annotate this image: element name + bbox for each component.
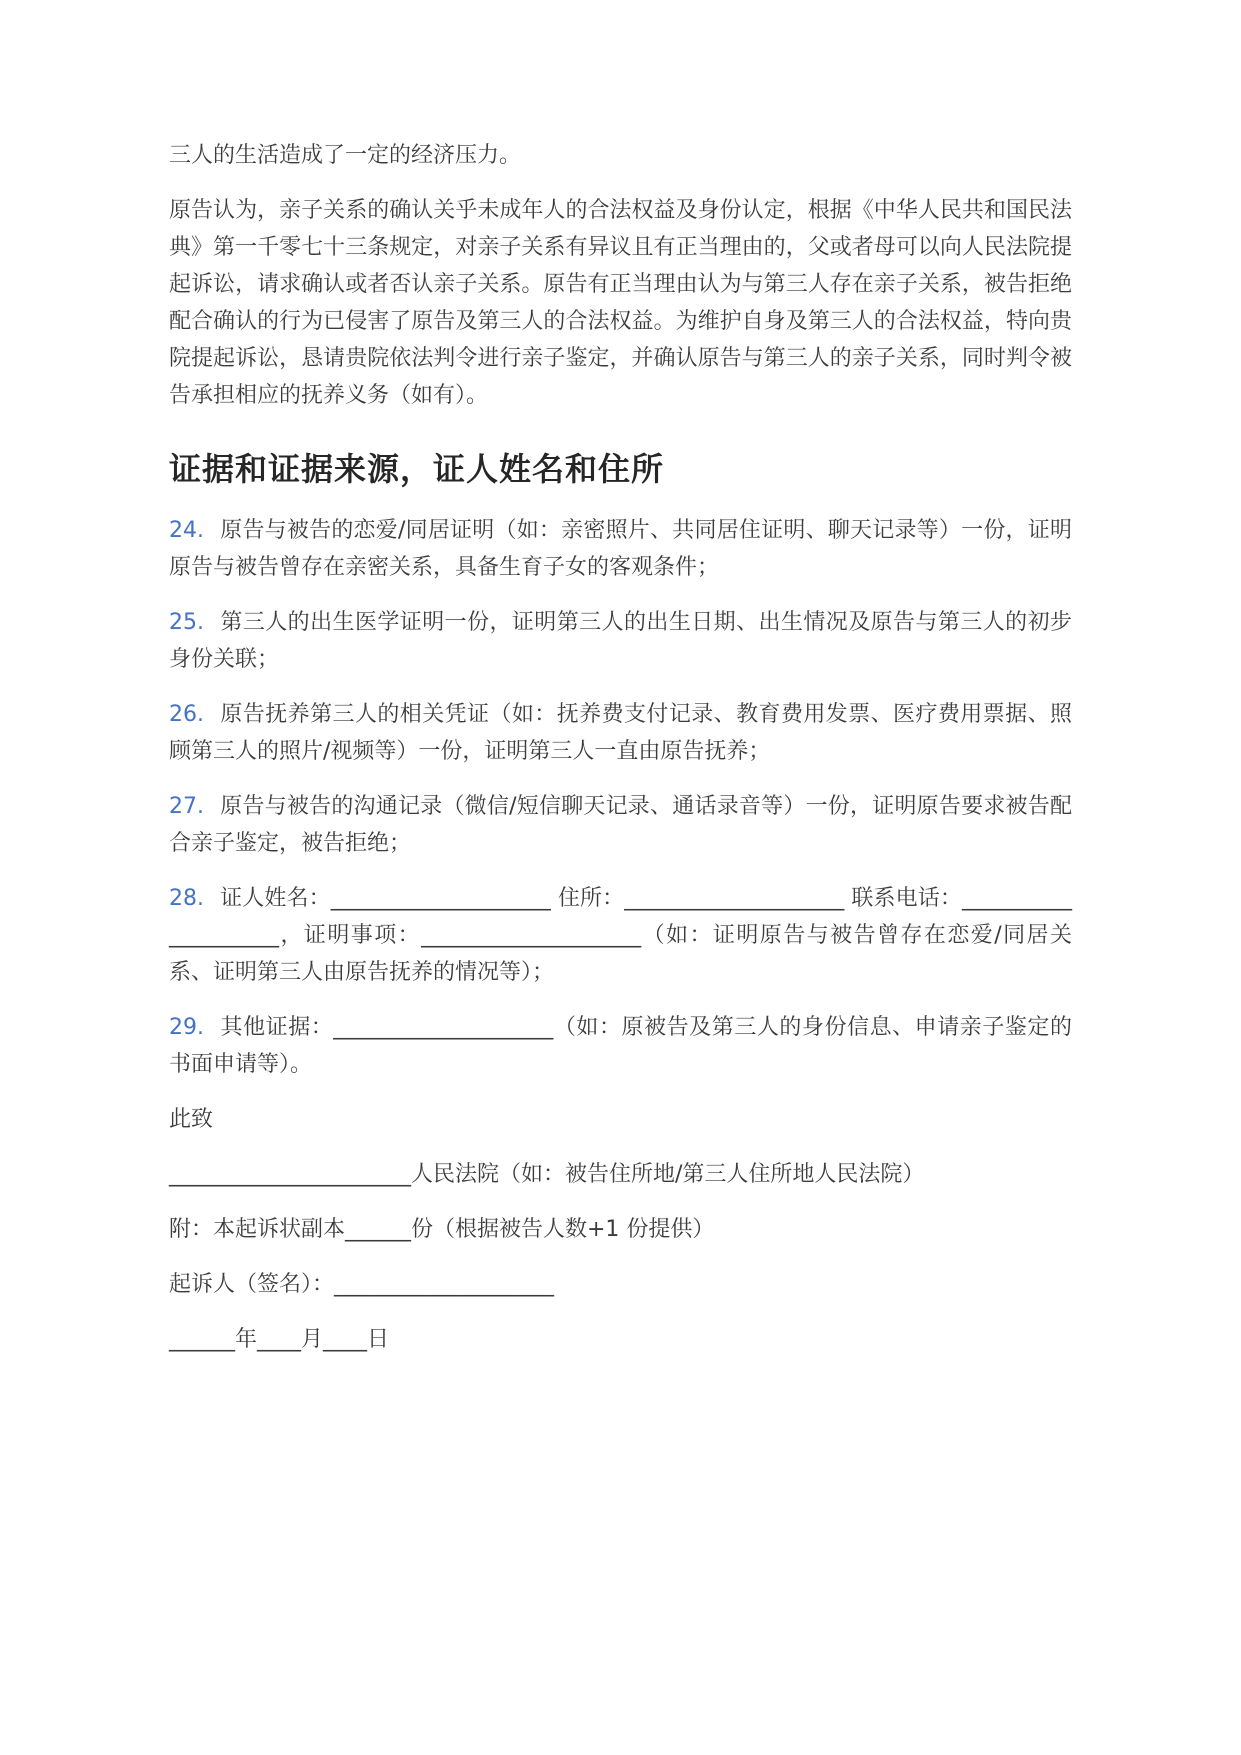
plaintiff-signature-line: 起诉人（签名）：____________________ — [169, 1272, 555, 1297]
evidence-item-25 — [169, 604, 1072, 678]
evidence-item-27 — [169, 788, 1072, 862]
list-number-27: 27. — [169, 794, 204, 819]
evidence-item-25-text: 第三人的出生医学证明一份，证明第三人的出生日期、出生情况及原告与第三人的初步身份关联； — [169, 610, 1072, 672]
evidence-item-26 — [169, 696, 1072, 770]
evidence-section-heading: 证据和证据来源，证人姓名和住所 — [169, 450, 665, 488]
evidence-item-24-text: 原告与被告的恋爱/同居证明（如：亲密照片、共同居住证明、聊天记录等）一份，证明原告与被告曾存在亲密关系，具备生育子女的客观条件； — [169, 518, 1072, 580]
evidence-item-26-text: 原告抚养第三人的相关凭证（如：抚养费支付记录、教育费用发票、医疗费用票据、照顾第三人的照片/视频等）一份，证明第三人一直由原告抚养； — [169, 702, 1072, 764]
plaintiff-argument-paragraph: 原告认为，亲子关系的确认关乎未成年人的合法权益及身份认定，根据《中华人民共和国民法典》第一千零七十三条规定，对亲子关系有异议且有正当理由的，父或者母可以向人民法院提起诉讼，请求确认或者否认亲子关系。原告有正当理由认为与第三人存在亲子关系，被告拒绝配合确认的行为已侵害了原告及第三人的合法权益。为维护自身及第三人的合法权益，特向贵院提起诉讼，恳请贵院依法判令进行亲子鉴定，并确认原告与第三人的亲子关系，同时判令被告承担相应的抚养义务（如有）。 — [169, 198, 1072, 408]
list-number-29: 29. — [169, 1015, 204, 1040]
court-name-blank-line: ______________________人民法院（如：被告住所地/第三人住所地人民法院） — [169, 1162, 925, 1187]
evidence-item-28 — [169, 880, 1072, 991]
list-number-25: 25. — [169, 610, 204, 635]
evidence-item-28-text: 证人姓名：____________________ 住所：____________________ 联系电话：____________________，证明事项：____________________（如：证明原告与被告曾存在恋爱/同居关系、证明第三人由原告抚养的情况等）； — [169, 886, 1072, 985]
intro-paragraph-continuation: 三人的生活造成了一定的经济压力。 — [169, 143, 522, 168]
evidence-item-29 — [169, 1009, 1072, 1083]
date-blank-line: ______年____月____日 — [169, 1327, 390, 1352]
list-number-24: 24. — [169, 518, 204, 543]
list-number-28: 28. — [169, 886, 204, 911]
evidence-item-24 — [169, 512, 1072, 586]
list-number-26: 26. — [169, 702, 204, 727]
salutation-line: 此致 — [169, 1107, 214, 1132]
evidence-item-27-text: 原告与被告的沟通记录（微信/短信聊天记录、通话录音等）一份，证明原告要求被告配合亲子鉴定，被告拒绝； — [169, 794, 1072, 856]
attachment-copies-line: 附：本起诉状副本______份（根据被告人数+1 份提供） — [169, 1217, 715, 1242]
evidence-item-29-text: 其他证据：____________________（如：原被告及第三人的身份信息、申请亲子鉴定的书面申请等）。 — [169, 1015, 1072, 1077]
